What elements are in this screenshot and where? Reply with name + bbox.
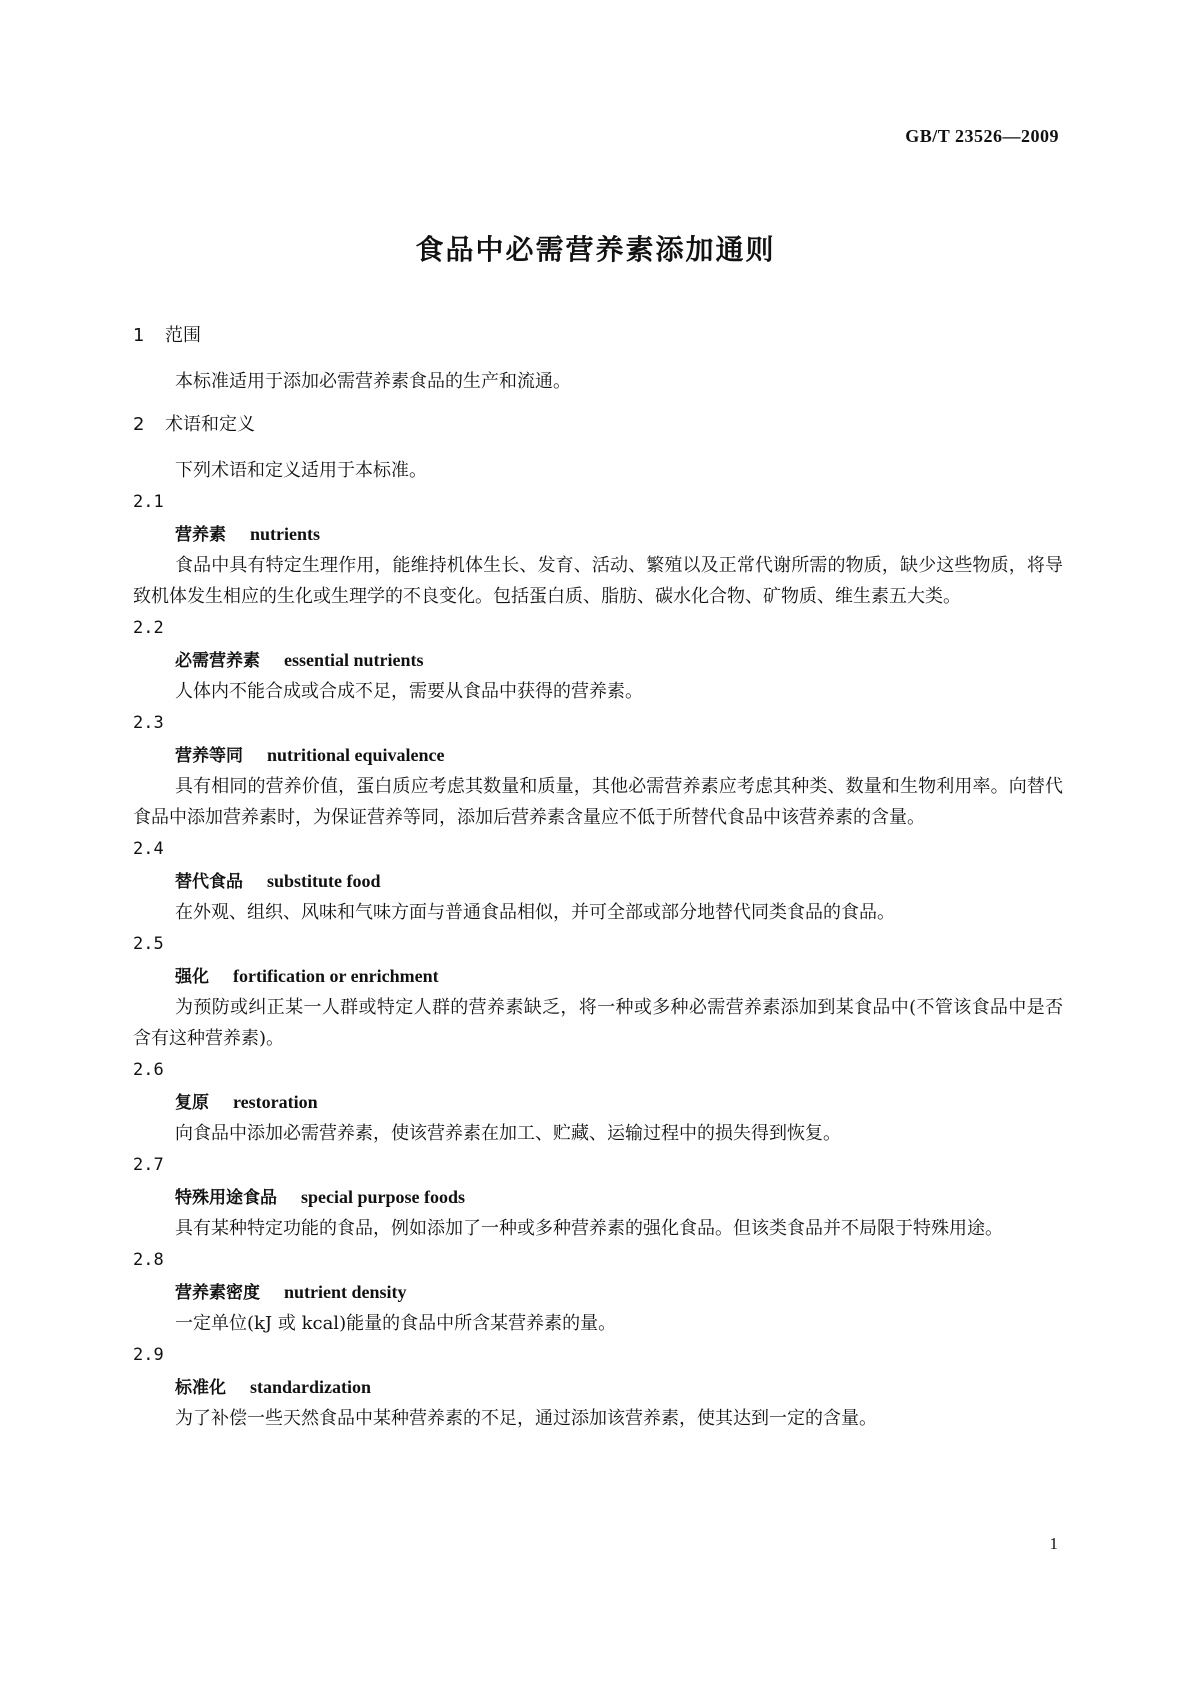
term-definition: 具有某种特定功能的食品，例如添加了一种或多种营养素的强化食品。但该类食品并不局限于特殊用途。 bbox=[175, 1218, 1003, 1239]
term-heading bbox=[133, 644, 1063, 676]
term-english: fortification or enrichment bbox=[233, 966, 439, 986]
page-number: 1 bbox=[1049, 1534, 1058, 1553]
clause-number: 2.4 bbox=[133, 839, 164, 859]
term-chinese: 必需营养素 bbox=[175, 651, 260, 671]
term-chinese: 营养素密度 bbox=[175, 1283, 260, 1303]
term-definition: 在外观、组织、风味和气味方面与普通食品相似，并可全部或部分地替代同类食品的食品。 bbox=[175, 902, 895, 923]
term-heading bbox=[133, 865, 1063, 897]
term-english: essential nutrients bbox=[284, 650, 424, 670]
term-english: nutrients bbox=[250, 524, 321, 544]
clause-number: 2.3 bbox=[133, 713, 164, 733]
document-body bbox=[133, 320, 1063, 1434]
clause-number: 2.5 bbox=[133, 934, 164, 954]
term-definition: 人体内不能合成或合成不足，需要从食品中获得的营养素。 bbox=[175, 681, 643, 702]
term-definition: 食品中具有特定生理作用，能维持机体生长、发育、活动、繁殖以及正常代谢所需的物质，缺少这些物质，将导致机体发生相应的生化或生理学的不良变化。包括蛋白质、脂肪、碳水化合物、矿物质、维生素五大类。 bbox=[133, 555, 1063, 607]
term-definition: 为了补偿一些天然食品中某种营养素的不足，通过添加该营养素，使其达到一定的含量。 bbox=[175, 1408, 877, 1429]
term-definition: 一定单位(kJ 或 kcal)能量的食品中所含某营养素的量。 bbox=[175, 1313, 617, 1334]
document-title: 食品中必需营养素添加通则 bbox=[415, 233, 776, 266]
clause-number: 2.7 bbox=[133, 1155, 164, 1175]
term-entry bbox=[133, 1054, 1063, 1149]
term-heading bbox=[133, 1086, 1063, 1118]
term-heading bbox=[133, 1276, 1063, 1308]
term-entry bbox=[133, 707, 1063, 833]
standard-code: GB/T 23526—2009 bbox=[905, 126, 1059, 146]
term-english: substitute food bbox=[267, 871, 381, 891]
section-number: 1 bbox=[133, 325, 145, 346]
term-heading bbox=[133, 1181, 1063, 1213]
term-chinese: 特殊用途食品 bbox=[175, 1188, 277, 1208]
term-definition: 向食品中添加必需营养素，使该营养素在加工、贮藏、运输过程中的损失得到恢复。 bbox=[175, 1123, 841, 1144]
term-english: nutrient density bbox=[284, 1282, 407, 1302]
term-english: standardization bbox=[250, 1377, 372, 1397]
term-entry bbox=[133, 928, 1063, 1054]
term-chinese: 强化 bbox=[175, 967, 209, 987]
term-heading bbox=[133, 1371, 1063, 1403]
section-1-text: 本标准适用于添加必需营养素食品的生产和流通。 bbox=[175, 371, 571, 392]
term-entry bbox=[133, 1149, 1063, 1244]
term-heading bbox=[133, 960, 1063, 992]
section-2-text: 下列术语和定义适用于本标准。 bbox=[175, 460, 427, 481]
term-definition: 具有相同的营养价值，蛋白质应考虑其数量和质量，其他必需营养素应考虑其种类、数量和生物利用率。向替代食品中添加营养素时，为保证营养等同，添加后营养素含量应不低于所替代食品中该营养素的含量。 bbox=[133, 776, 1063, 828]
term-entry bbox=[133, 612, 1063, 707]
term-entry bbox=[133, 833, 1063, 928]
term-chinese: 替代食品 bbox=[175, 872, 243, 892]
term-chinese: 营养素 bbox=[175, 525, 226, 545]
clause-number: 2.1 bbox=[133, 492, 164, 512]
term-english: special purpose foods bbox=[301, 1187, 466, 1207]
term-english: nutritional equivalence bbox=[267, 745, 445, 765]
clause-number: 2.8 bbox=[133, 1250, 164, 1270]
section-title: 范围 bbox=[165, 325, 201, 346]
term-chinese: 标准化 bbox=[175, 1378, 226, 1398]
term-chinese: 复原 bbox=[175, 1093, 209, 1113]
term-chinese: 营养等同 bbox=[175, 746, 243, 766]
term-entry bbox=[133, 1244, 1063, 1339]
section-2-heading bbox=[133, 409, 1063, 441]
section-1-heading bbox=[133, 320, 1063, 352]
term-english: restoration bbox=[233, 1092, 318, 1112]
clause-number: 2.6 bbox=[133, 1060, 164, 1080]
term-entry bbox=[133, 486, 1063, 612]
clause-number: 2.9 bbox=[133, 1345, 164, 1365]
term-definition: 为预防或纠正某一人群或特定人群的营养素缺乏，将一种或多种必需营养素添加到某食品中(不管该食品中是否含有这种营养素)。 bbox=[133, 997, 1063, 1049]
term-heading bbox=[133, 739, 1063, 771]
term-heading bbox=[133, 518, 1063, 550]
clause-number: 2.2 bbox=[133, 618, 164, 638]
section-title: 术语和定义 bbox=[165, 414, 255, 435]
section-number: 2 bbox=[133, 414, 145, 435]
term-entry bbox=[133, 1339, 1063, 1434]
